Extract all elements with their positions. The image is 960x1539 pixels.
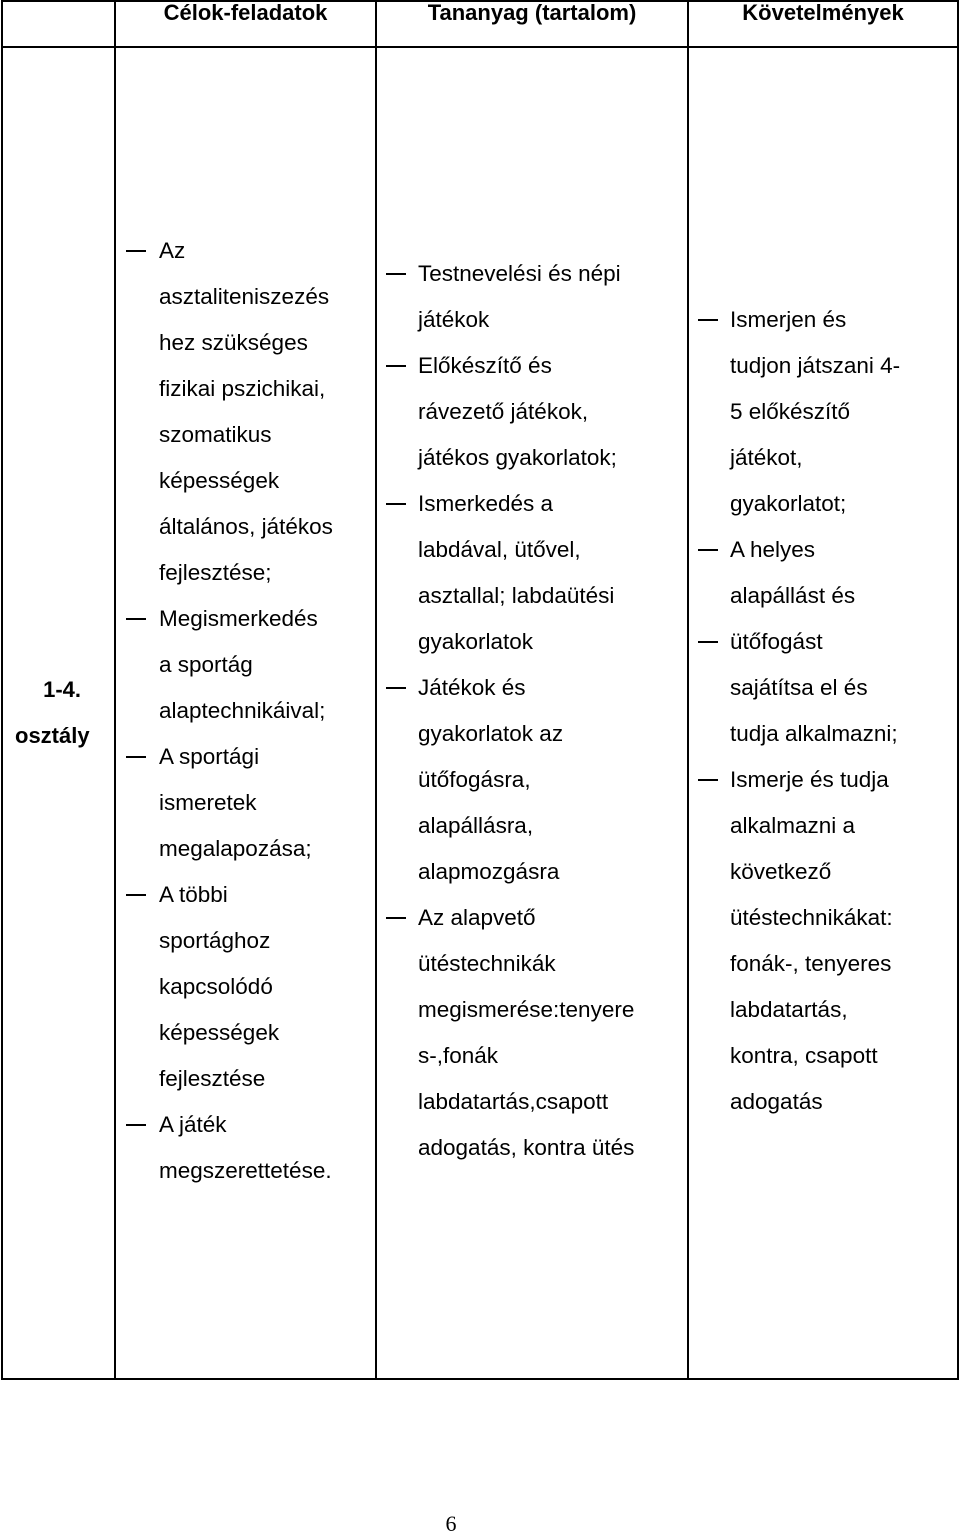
list-item — [689, 527, 957, 619]
list-item — [689, 757, 957, 1125]
dash-bullet-icon — [698, 319, 718, 321]
goals-list — [116, 228, 375, 1194]
dash-bullet-icon — [126, 1124, 146, 1126]
dash-bullet-icon — [698, 779, 718, 781]
requirements-cell — [688, 47, 958, 1379]
dash-bullet-icon — [386, 503, 406, 505]
dash-bullet-icon — [698, 549, 718, 551]
header-cell-goals: Célok-feladatok — [115, 1, 376, 47]
list-item-text: Ismerkedés a labdával, ütővel, asztallal; labdaütési gyakorlatok — [418, 491, 615, 654]
list-item-text: Az asztaliteniszezés hez szükséges fizikai pszichikai, szomatikus képességek általános, játékos fejlesztése; — [159, 238, 333, 585]
dash-bullet-icon — [698, 641, 718, 643]
list-item — [377, 343, 687, 481]
grade-cell — [2, 47, 115, 1379]
list-item-text: A sportági ismeretek megalapozása; — [159, 744, 312, 861]
dash-bullet-icon — [386, 917, 406, 919]
dash-bullet-icon — [126, 250, 146, 252]
goals-cell — [115, 47, 376, 1379]
dash-bullet-icon — [386, 687, 406, 689]
list-item — [377, 665, 687, 895]
content-cell — [376, 47, 688, 1379]
list-item-text: ütőfogást sajátítsa el és tudja alkalmazni; — [730, 629, 898, 746]
header-cell-requirements: Követelmények — [688, 1, 958, 47]
grade-label-line1: 1-4. — [43, 677, 81, 702]
list-item-text: Megismerkedés a sportág alaptechnikáival; — [159, 606, 326, 723]
list-item — [377, 251, 687, 343]
dash-bullet-icon — [386, 365, 406, 367]
list-item — [116, 872, 375, 1102]
list-item-text: A helyes alapállást és — [730, 537, 856, 608]
list-item-text: Testnevelési és népi játékok — [418, 261, 621, 332]
grade-label-line2: osztály — [15, 723, 90, 748]
list-item-text: Ismerjen és tudjon játszani 4- 5 előkészítő játékot, gyakorlatot; — [730, 307, 901, 516]
dash-bullet-icon — [126, 618, 146, 620]
table-body-row — [2, 47, 958, 1379]
list-item — [689, 619, 957, 757]
list-item-text: Az alapvető ütéstechnikák megismerése:tenyere s-,fonák labdatartás,csapott adogatás, kontra ütés — [418, 905, 635, 1160]
list-item — [377, 895, 687, 1171]
list-item-text: A többi sportághoz kapcsolódó képességek fejlesztése — [159, 882, 280, 1091]
requirements-list — [689, 297, 957, 1125]
list-item — [689, 297, 957, 527]
page-number: 6 — [445, 1511, 457, 1536]
curriculum-table — [1, 0, 959, 1380]
list-item-text: A játék megszerettetése. — [159, 1112, 332, 1183]
list-item-text: Előkészítő és rávezető játékok, játékos gyakorlatok; — [418, 353, 617, 470]
content-list — [377, 251, 687, 1171]
list-item — [116, 1102, 375, 1194]
list-item-text: Ismerje és tudja alkalmazni a következő ütéstechnikákat: fonák-, tenyeres labdatartás, kontra, csapott adogatás — [730, 767, 893, 1114]
table-header-row — [2, 1, 958, 47]
list-item — [116, 596, 375, 734]
list-item — [116, 228, 375, 596]
dash-bullet-icon — [386, 273, 406, 275]
dash-bullet-icon — [126, 756, 146, 758]
list-item — [377, 481, 687, 665]
list-item-text: Játékok és gyakorlatok az ütőfogásra, alapállásra, alapmozgásra — [418, 675, 564, 884]
header-cell-content: Tananyag (tartalom) — [376, 1, 688, 47]
dash-bullet-icon — [126, 894, 146, 896]
header-cell-grade — [2, 1, 115, 47]
list-item — [116, 734, 375, 872]
